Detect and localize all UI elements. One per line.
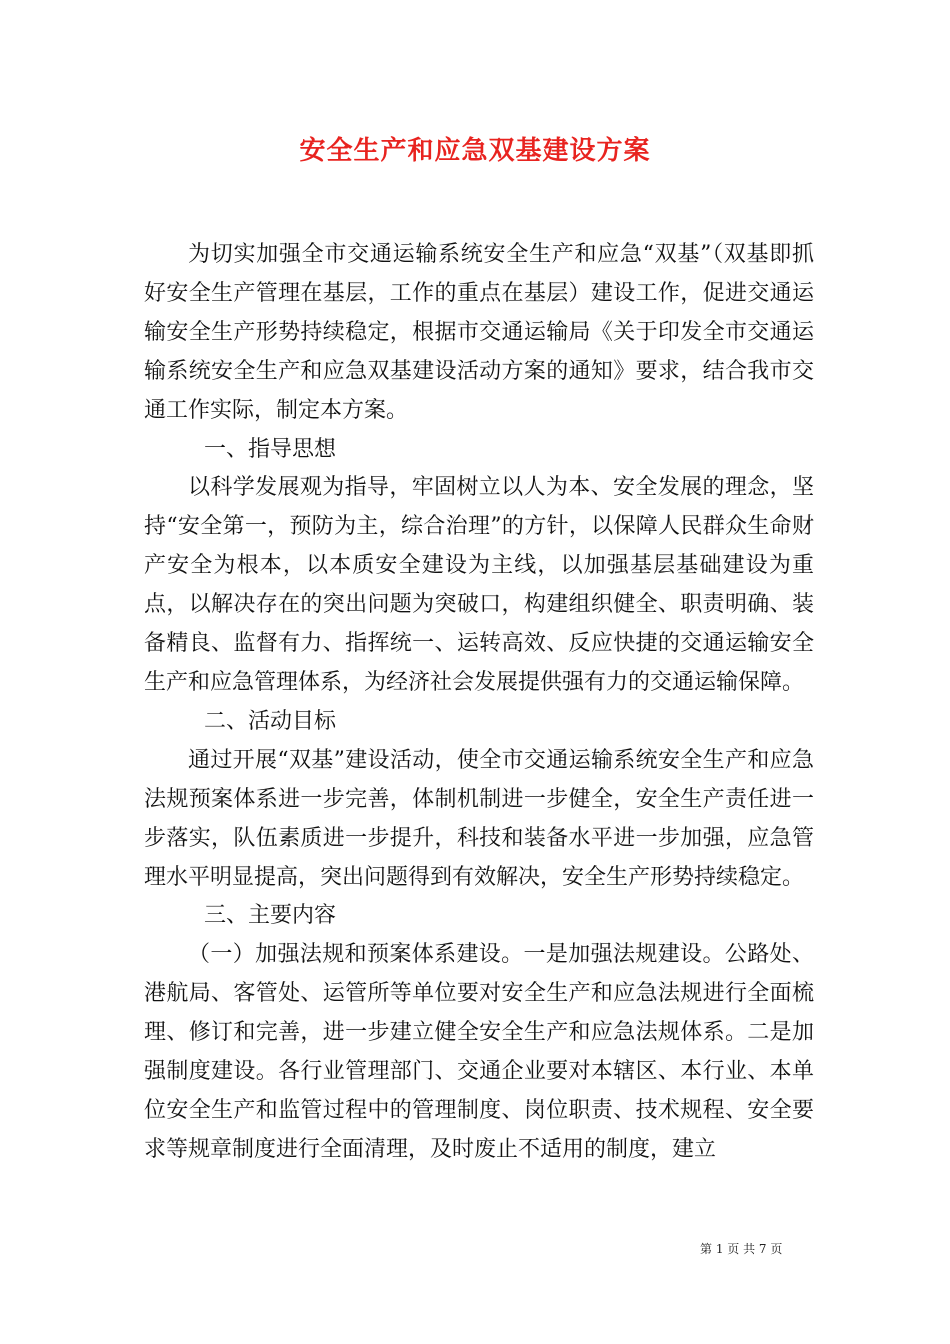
section-heading-activity-goals: 二、活动目标 [204,708,337,734]
guiding-ideology-paragraph: 以科学发展观为指导，牢固树立以人为本、安全发展的理念，坚持“安全第一，预防为主，综合治理”的方针，以保障人民群众生命财产安全为根本，以本质安全建设为主线，以加强基层基础建设为重点，以解决存在的突出问题为突破口，构建组织健全、职责明确、装备精良、监督有力、指挥统一、运转高效、反应快捷的交通运输安全生产和应急管理体系，为经济社会发展提供强有力的交通运输保障。 [144,475,814,695]
page-number-footer: 第 1 页 共 7 页 [700,1242,783,1256]
intro-paragraph: 为切实加强全市交通运输系统安全生产和应急“双基”（双基即抓好安全生产管理在基层，工作的重点在基层）建设工作，促进交通运输安全生产形势持续稳定，根据市交通运输局《关于印发全市交通运输系统安全生产和应急双基建设活动方案的通知》要求，结合我市交通工作实际，制定本方案。 [144,242,814,423]
document-title: 安全生产和应急双基建设方案 [299,136,651,166]
main-content-paragraph: （一）加强法规和预案体系建设。一是加强法规建设。公路处、港航局、客管处、运管所等单位要对安全生产和应急法规进行全面梳理、修订和完善，进一步建立健全安全生产和应急法规体系。二是加强制度建设。各行业管理部门、交通企业要对本辖区、本行业、本单位安全生产和监管过程中的管理制度、岗位职责、技术规程、安全要求等规章制度进行全面清理，及时废止不适用的制度，建立 [144,942,814,1162]
section-heading-main-content: 三、主要内容 [204,903,337,929]
activity-goals-paragraph: 通过开展“双基”建设活动，使全市交通运输系统安全生产和应急法规预案体系进一步完善，体制机制进一步健全，安全生产责任进一步落实，队伍素质进一步提升，科技和装备水平进一步加强，应急管理水平明显提高，突出问题得到有效解决，安全生产形势持续稳定。 [144,747,814,890]
document-body [144,236,814,1170]
section-heading-guiding-ideology: 一、指导思想 [204,436,337,462]
